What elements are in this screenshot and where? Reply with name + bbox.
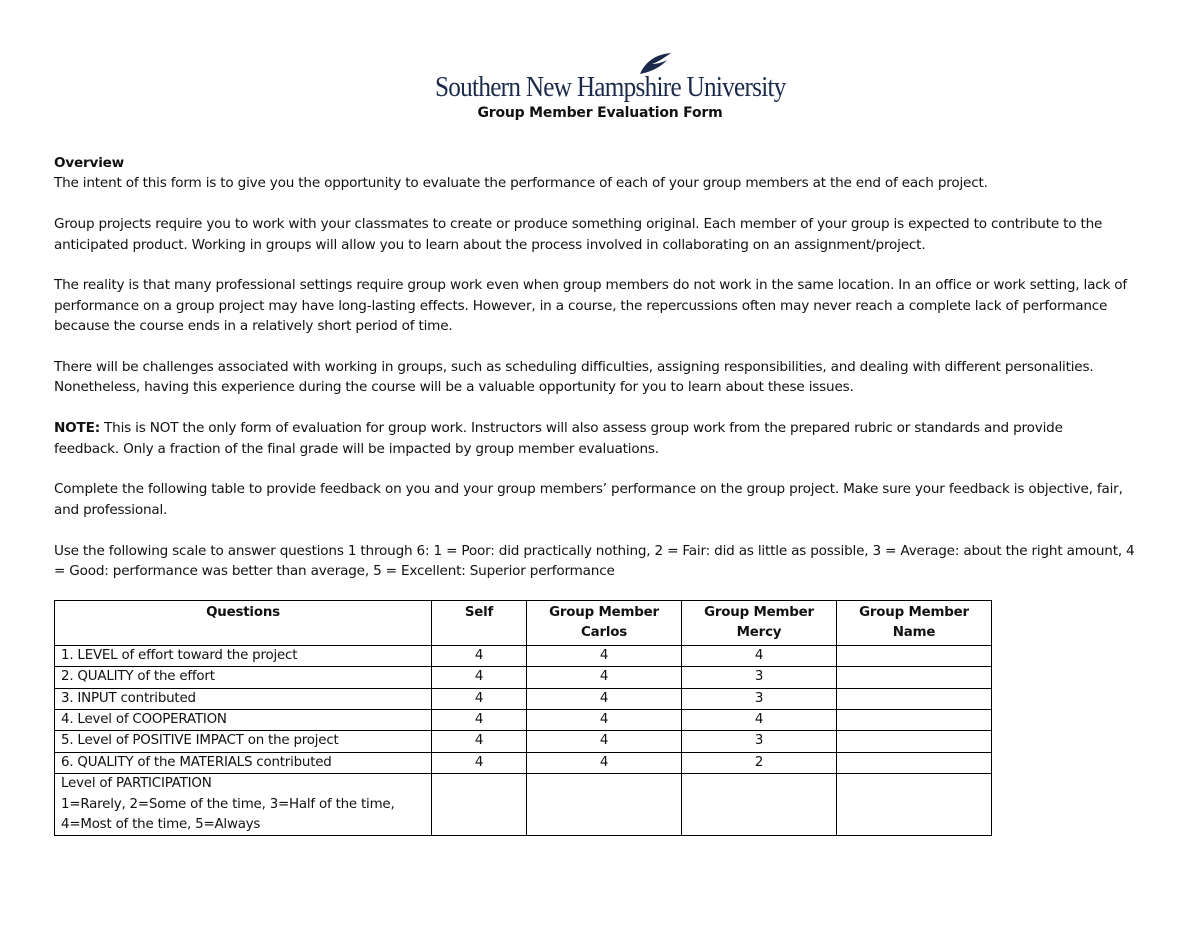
table-row: [55, 667, 992, 688]
leaf-icon: [638, 52, 672, 76]
carlos-score[interactable]: 4: [527, 752, 682, 773]
self-score[interactable]: 4: [432, 688, 527, 709]
paragraph-line: There will be challenges associated with working in groups, such as scheduling difficulties, assigning responsibilities, and dealing with different personalities.: [54, 359, 1094, 376]
carlos-score[interactable]: 4: [527, 710, 682, 731]
carlos-participation-score[interactable]: [527, 774, 682, 836]
header-self: Self: [432, 601, 527, 646]
mercy-participation-score[interactable]: [682, 774, 837, 836]
logo-wordmark: Southern New Hampshire University: [435, 72, 786, 103]
question-cell: 3. INPUT contributed: [55, 688, 432, 709]
header-member-name: Group Member Name: [837, 601, 992, 646]
carlos-score[interactable]: 4: [527, 688, 682, 709]
table-row: [55, 688, 992, 709]
name-score[interactable]: [837, 667, 992, 688]
table-row: [55, 645, 992, 666]
self-score[interactable]: 4: [432, 645, 527, 666]
mercy-score[interactable]: 3: [682, 731, 837, 752]
table-header-row: [55, 601, 992, 646]
intro-paragraph: The intent of this form is to give you the opportunity to evaluate the performance of each of your group members at the end of each project.: [54, 175, 988, 192]
table-row: [55, 710, 992, 731]
name-score[interactable]: [837, 645, 992, 666]
header-member-mercy: Group Member Mercy: [682, 601, 837, 646]
participation-question-cell: Level of PARTICIPATION 1=Rarely, 2=Some of the time, 3=Half of the time, 4=Most of the time, 5=Always: [55, 774, 432, 836]
paragraph-line: anticipated product. Working in groups will allow you to learn about the process involved in collaborating on an assignment/project.: [54, 236, 926, 253]
self-participation-score[interactable]: [432, 774, 527, 836]
scale-line: Use the following scale to answer questions 1 through 6: 1 = Poor: did practically nothing, 2 = Fair: did as little as possible, 3 = Average: about the right amount, 4: [54, 542, 1135, 559]
paragraph-line: Nonetheless, having this experience during the course will be a valuable opportunity for you to learn about these issues.: [54, 379, 854, 396]
mercy-score[interactable]: 4: [682, 710, 837, 731]
name-score[interactable]: [837, 752, 992, 773]
paragraph-line: The reality is that many professional settings require group work even when group members do not work in the same location. In an office or work setting, lack of: [54, 277, 1128, 294]
form-title: Group Member Evaluation Form: [477, 105, 723, 121]
carlos-score[interactable]: 4: [527, 645, 682, 666]
self-score[interactable]: 4: [432, 710, 527, 731]
self-score[interactable]: 4: [432, 752, 527, 773]
overview-section: [54, 153, 1154, 581]
note-label: NOTE:: [54, 420, 100, 437]
note-line: [54, 418, 1154, 438]
header-member-carlos: Group Member Carlos: [527, 601, 682, 646]
table-row-participation: [55, 774, 992, 836]
mercy-score[interactable]: 4: [682, 645, 837, 666]
name-participation-score[interactable]: [837, 774, 992, 836]
paragraph-line: and professional.: [54, 501, 168, 518]
university-logo: [435, 66, 786, 106]
paragraph-line: Complete the following table to provide feedback on you and your group members’ performance on the group project. Make sure your feedback is objective, fair,: [54, 481, 1123, 498]
question-cell: 1. LEVEL of effort toward the project: [55, 645, 432, 666]
paragraph-line: performance on a group project may have long-lasting effects. However, in a course, the repercussions often may never reach a complete lack of performance: [54, 297, 1108, 314]
table-row: [55, 731, 992, 752]
evaluation-table: [54, 600, 992, 836]
header-questions: Questions: [55, 601, 432, 646]
mercy-score[interactable]: 2: [682, 752, 837, 773]
scale-line: = Good: performance was better than average, 5 = Excellent: Superior performance: [54, 563, 615, 580]
question-cell: 2. QUALITY of the effort: [55, 667, 432, 688]
self-score[interactable]: 4: [432, 731, 527, 752]
self-score[interactable]: 4: [432, 667, 527, 688]
paragraph-line: Group projects require you to work with your classmates to create or produce something original. Each member of your group is expected to contribute to the: [54, 216, 1103, 233]
question-cell: 5. Level of POSITIVE IMPACT on the project: [55, 731, 432, 752]
carlos-score[interactable]: 4: [527, 731, 682, 752]
mercy-score[interactable]: 3: [682, 688, 837, 709]
note-text: This is NOT the only form of evaluation for group work. Instructors will also assess group work from the prepared rubric or standards and provide: [99, 420, 1063, 437]
table-row: [55, 752, 992, 773]
paragraph-line: because the course ends in a relatively short period of time.: [54, 318, 453, 335]
overview-heading: Overview: [54, 155, 125, 171]
name-score[interactable]: [837, 731, 992, 752]
name-score[interactable]: [837, 710, 992, 731]
name-score[interactable]: [837, 688, 992, 709]
question-cell: 6. QUALITY of the MATERIALS contributed: [55, 752, 432, 773]
carlos-score[interactable]: 4: [527, 667, 682, 688]
paragraph-line: feedback. Only a fraction of the final grade will be impacted by group member evaluations.: [54, 440, 659, 457]
mercy-score[interactable]: 3: [682, 667, 837, 688]
question-cell: 4. Level of COOPERATION: [55, 710, 432, 731]
